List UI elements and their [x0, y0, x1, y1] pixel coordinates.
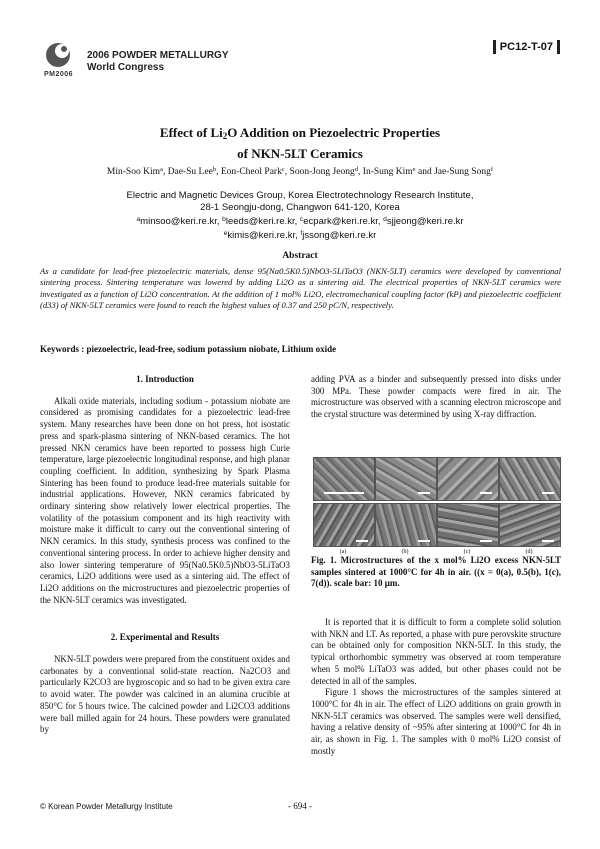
abstract-body: As a candidate for lead-free piezoelectric materials, dense 95(Na0.5K0.5)NbO3-5LiTaO3 (NKN-5LT) ceramics were developed by conventional sintering process. Sintering temperature was lowered by adding Li2O as a sintering aid. The electrical properties of NKN-5LT ceramics were investigated as a function of Li2O concentration. At the addition of 1 mol% Li2O, electromechanical coupling factor (kP) and piezoelectric coefficient (d33) of NKN-5LT ceramics were found to reach the highest values of 0.37 and 250 pC/N, respectively.: [40, 266, 561, 311]
scale-bar: [480, 540, 492, 542]
sem-panel-b: [375, 457, 437, 501]
figure-caption: Fig. 1. Microstructures of the x mol% Li2O excess NKN-5LT samples sintered at 1000°C for 4h in air. ((x = 0(a), 0.5(b), 1(c), 7(d)). scale bar: 10 μm.: [311, 555, 561, 589]
sem-panel-d: [499, 457, 561, 501]
sem-panel-a-lower: [313, 503, 375, 547]
sem-panel-d-lower: [499, 503, 561, 547]
scale-bar: [418, 540, 430, 542]
email-address: kimis@keri.re.kr: [227, 230, 296, 241]
scale-bar: [418, 492, 430, 494]
affiliation: Electric and Magnetic Devices Group, Korea Electrotechnology Research Institute, 28-1 Seongju-dong, Changwon 641-120, Korea $^a$minsoo@keri.re.kr, $^b$leeds@keri.re.kr, $^c$ecpark@keri.re.kr, $^d$sjjeong@keri.re.kr $^e$kimis@keri.re.kr, $^f$jssong@keri.re.kr: [40, 190, 560, 242]
section-heading-introduction: 1. Introduction: [136, 374, 194, 384]
author-name: Min-Soo Kim: [106, 167, 160, 177]
experimental-text: NKN-5LT powders were prepared from the constituent oxides and carbonates by a conventional solid-state reaction. Na2CO3 and particularly K2CO3 are hygroscopic and so had to be given extra care to avoid water. The powder was calcined in an alumina crucible at 850°C for 5 hours twice. The calcined powder and Li2CO3 additions were ball milled again for 24 hours. These powders were granulated by: [40, 654, 290, 735]
panel-label-a: (a): [339, 549, 347, 555]
figure-1: [311, 455, 561, 555]
author-name: Jae-Sung Song: [434, 167, 491, 177]
sem-panel-b-lower: [375, 503, 437, 547]
right-column-text-2: It is reported that it is difficult to form a complete solid solution with NKN and LT. As reported, a phase with pure perovskite structure can be obtained only for composition NKN-5LT. In this study, the typical orthorhombic symmetry was observed at room temperature when 5 mol% LiTaO3 was added, but other phases could not be detected in all of the samples.: [311, 617, 561, 686]
footer-copyright: © Korean Powder Metallurgy Institute: [40, 802, 173, 811]
scale-bar: [542, 540, 554, 542]
author-name: Eon-Cheol Park: [220, 167, 282, 177]
sem-panel-a: [313, 457, 375, 501]
section-heading-experimental: 2. Experimental and Results: [110, 632, 220, 643]
right-column-text-3: Figure 1 shows the microstructures of the samples sintered at 1000°C for 4h in air. The effect of Li2O additions on grain growth in NKN-5LT ceramics was observed. The samples were well densified, having a relative density of ~95% after sintering at 1000°C for 4h in air, as shown in Fig. 1. The samples with 0 mol% Li2O consist of mostly: [311, 687, 561, 756]
scale-bar: [356, 540, 368, 542]
panel-label-c: (c): [463, 549, 471, 555]
left-column: [40, 374, 290, 736]
email-address: sjjeong@keri.re.kr: [386, 216, 464, 227]
author-name: Dae-Su Lee: [167, 167, 213, 177]
scale-bar: [480, 492, 492, 494]
panel-label-b: (b): [401, 549, 409, 555]
abstract-heading: Abstract: [282, 251, 318, 261]
email-address: jssong@keri.re.kr: [302, 230, 377, 241]
keywords-line: Keywords : piezoelectric, lead-free, sodium potassium niobate, Lithium oxide: [40, 344, 337, 354]
conference-title: 2006 POWDER METALLURGY World Congress: [87, 50, 229, 73]
pm2006-label: PM2006: [44, 71, 74, 78]
author-name: Soon-Jong Jeong: [289, 167, 355, 177]
page-number: - 694 -: [288, 801, 312, 811]
author-list: Min-Soo Kim$^a$, Dae-Su Lee$^b$, Eon-Cheol Park$^c$, Soon-Jong Jeong$^d$, In-Sung Kim$^e$ and Jae-Sung Song$^f$: [106, 166, 494, 177]
email-list-2: $^e$kimis@keri.re.kr, $^f$jssong@keri.re.kr: [223, 230, 377, 241]
email-address: minsoo@keri.re.kr: [140, 216, 217, 227]
email-list-1: $^a$minsoo@keri.re.kr, $^b$leeds@keri.re.kr, $^c$ecpark@keri.re.kr, $^d$sjjeong@keri.re.kr: [136, 216, 464, 227]
right-column-text-1: adding PVA as a binder and subsequently pressed into disks under 300 MPa. These powder compacts were fired in air. The microstructure was observed with a scanning electron microscope and the crystal structure was determined by using X-ray diffraction.: [311, 374, 561, 420]
right-column-lower: [311, 617, 561, 757]
panel-label-d: (d): [525, 549, 533, 555]
email-address: ecpark@keri.re.kr: [303, 216, 378, 227]
sem-panel-c-lower: [437, 503, 499, 547]
sem-panel-c: [437, 457, 499, 501]
scale-bar: [324, 492, 364, 494]
introduction-text: Alkali oxide materials, including sodium - potassium niobate are considered as promising candidates for a piezoelectric lead-free system. Many researches have been done on hot press, hot isostatic press and spark-plasma sintering of NKN-based ceramics. The hot pressed NKN ceramics have been reported to possess high Curie temperature, large piezoelectric longitudinal response, and high planar coupling coefficient. In addition, synthesizing by Spark Plasma Sintering has been found to produce lead-free materials suitable for industrial applications. However, NKN ceramics fabricated by ordinary sintering show relatively lower electrical properties. The volatility of the potassium component and its high reactivity with moisture make it difficult to carry out the conventional sintering of NKN ceramics. In this study, synthesis process was confined to the conventional sintering process. In order to achieve higher density and also lower sintering temperature of 95(Na0.5K0.5)NbO3-5LiTaO3 ceramics, Li2O additions were used as a sintering aid. The effect of Li2O additions on the microstructures and piezoelectric properties of the NKN-5LT ceramics was investigated.: [40, 395, 290, 605]
author-name: In-Sung Kim: [362, 167, 413, 177]
email-address: leeds@keri.re.kr: [225, 216, 295, 227]
paper-title: Effect of $Li_2O$ Addition on Piezoelectric Properties of NKN-5LT Ceramics: [159, 125, 441, 161]
paper-code: PC12-T-07: [493, 40, 560, 54]
scale-bar: [542, 492, 554, 494]
